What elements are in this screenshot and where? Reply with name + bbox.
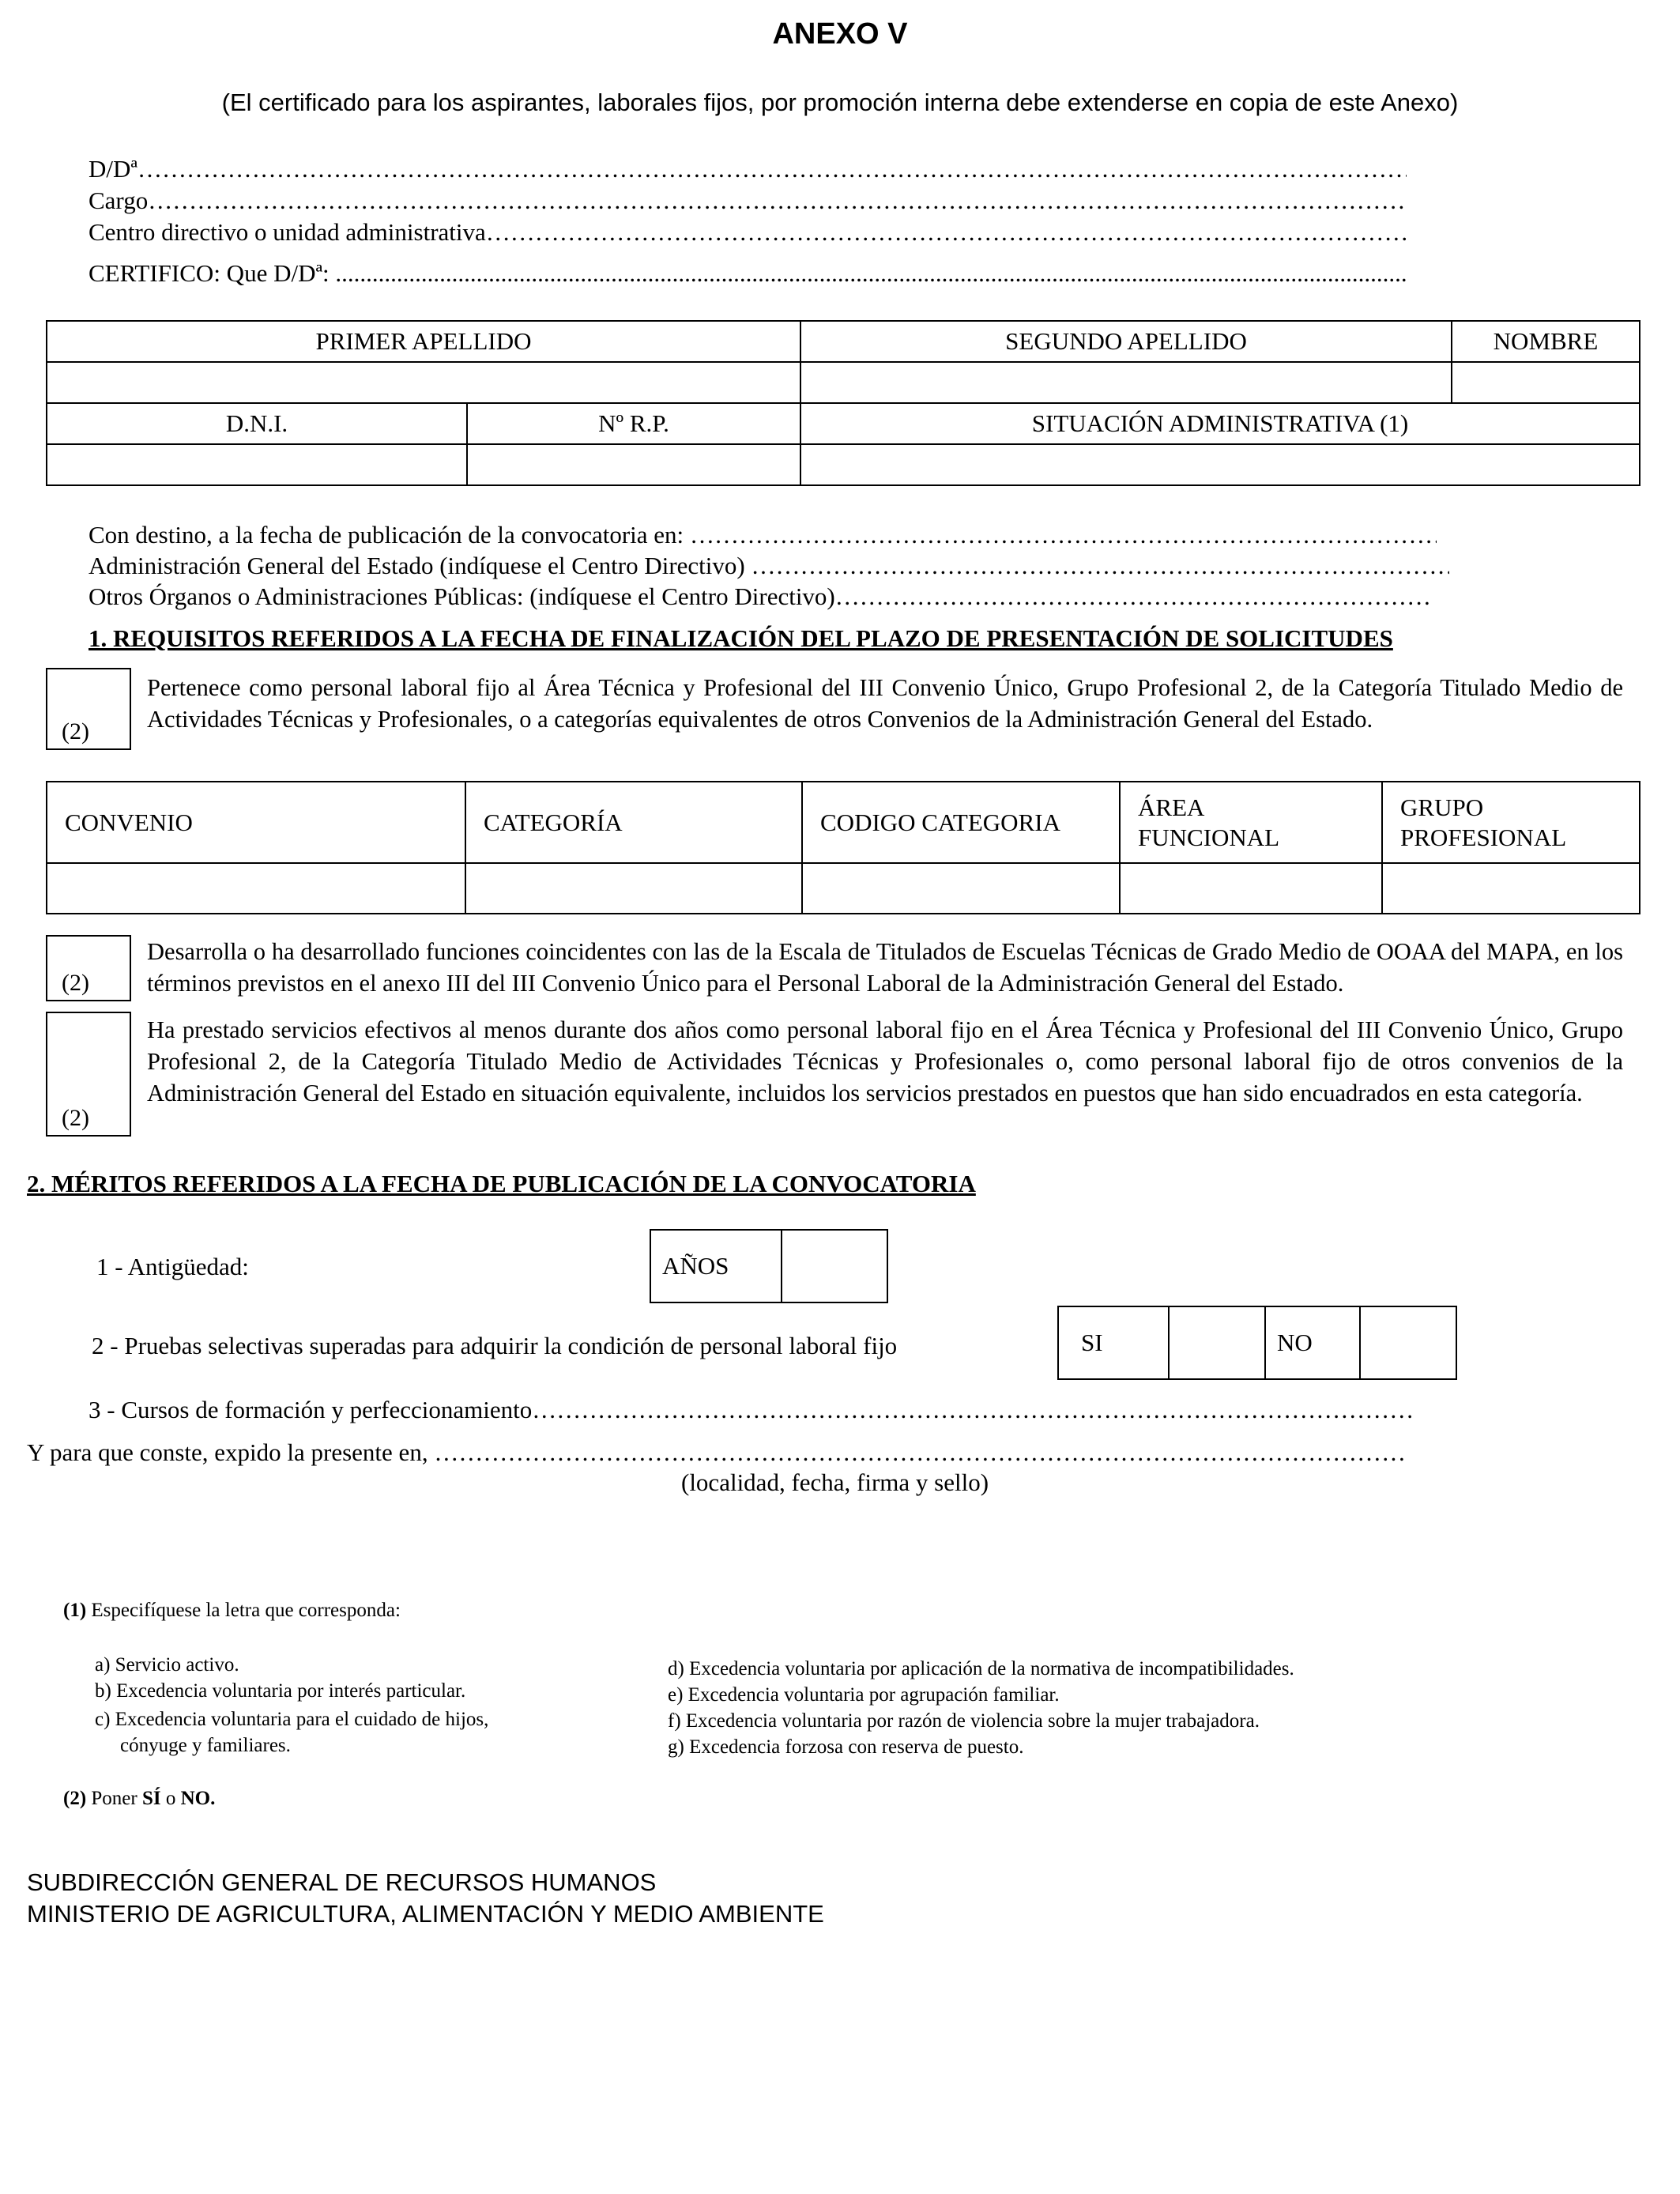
antiguedad-label: 1 - Antigüedad:: [96, 1253, 249, 1280]
age-centro-field[interactable]: Administración General del Estado (indíquese el Centro Directivo) …………………………………………………………………………………………………………………………………………………………………………………………………………………………………………: [89, 552, 1449, 580]
footer-subdireccion: SUBDIRECCIÓN GENERAL DE RECURSOS HUMANOS: [27, 1868, 657, 1896]
input-primer-apellido[interactable]: [47, 362, 800, 403]
no-label: NO: [1265, 1306, 1360, 1379]
page-title: ANEXO V: [772, 17, 908, 51]
section-2-heading: 2. MÉRITOS REFERIDOS A LA FECHA DE PUBLICACIÓN DE LA CONVOCATORIA: [27, 1170, 976, 1197]
centro-field[interactable]: Centro directivo o unidad administrativa …………………………………………………………………………………………………………………………………………………………………………………………………………………………………………: [89, 218, 1407, 247]
footnote-2: (2) Poner SÍ o NO.: [63, 1788, 216, 1809]
input-convenio[interactable]: [47, 863, 465, 914]
otros-organos-field[interactable]: Otros Órganos o Administraciones Públicas: (indíquese el Centro Directivo) …………………………………………………………………………………………………………………………………………………………………………………………………………………………………………: [89, 582, 1432, 611]
input-nrp[interactable]: [467, 444, 800, 485]
header-grupo-profesional: GRUPO PROFESIONAL: [1382, 782, 1640, 863]
anos-input[interactable]: [782, 1230, 887, 1302]
conste-field[interactable]: Y para que conste, expido la presente en, …………………………………………………………………………………………………………………………………………………………………………………………………………………………………………: [27, 1438, 1405, 1467]
input-codigo-categoria[interactable]: [802, 863, 1120, 914]
pruebas-box: [1057, 1306, 1457, 1380]
header-categoria: CATEGORÍA: [465, 782, 802, 863]
requisito-2-checkbox[interactable]: [46, 935, 131, 1001]
firma-label: (localidad, fecha, firma y sello): [681, 1468, 989, 1496]
requisito-1-text: Pertenece como personal laboral fijo al Área Técnica y Profesional del III Convenio Único, Grupo Profesional 2, de la Categoría Titulado Medio de Actividades Técnicas y Profesionales, o a categorías equivalentes de otros Convenios de la Administración General del Estado.: [147, 674, 1623, 733]
footnote-d: d) Excedencia voluntaria por aplicación de la normativa de incompatibilidades.: [668, 1658, 1294, 1679]
input-nombre[interactable]: [1452, 362, 1640, 403]
anos-label: AÑOS: [650, 1230, 782, 1302]
header-situacion: SITUACIÓN ADMINISTRATIVA (1): [800, 403, 1640, 444]
dd-field[interactable]: D/Dª …………………………………………………………………………………………………………………………………………………………………………………………………………………………………………: [89, 155, 1407, 183]
footnote-a: a) Servicio activo.: [95, 1654, 239, 1676]
footnote-e: e) Excedencia voluntaria por agrupación familiar.: [668, 1684, 1060, 1706]
footnote-f: f) Excedencia voluntaria por razón de violencia sobre la mujer trabajadora.: [668, 1710, 1260, 1732]
page-subtitle: (El certificado para los aspirantes, laborales fijos, por promoción interna debe extenderse en copia de este Anexo): [221, 89, 1459, 116]
destino-field[interactable]: Con destino, a la fecha de publicación de la convocatoria en: …………………………………………………………………………………………………………………………………………………………………………………………………………………………………………: [89, 521, 1437, 549]
si-input[interactable]: [1169, 1306, 1265, 1379]
antiguedad-box: [650, 1229, 888, 1303]
input-categoria[interactable]: [465, 863, 802, 914]
header-nrp: Nº R.P.: [467, 403, 800, 444]
personal-data-table: [46, 320, 1640, 486]
box-note: (2): [62, 718, 89, 745]
footnote-g: g) Excedencia forzosa con reserva de puesto.: [668, 1736, 1024, 1758]
cargo-field[interactable]: Cargo …………………………………………………………………………………………………………………………………………………………………………………………………………………………………………: [89, 187, 1407, 215]
cursos-field[interactable]: 3 - Cursos de formación y perfeccionamiento …………………………………………………………………………………………………………………………………………………………………………………………………………………………………………: [89, 1396, 1413, 1424]
header-segundo-apellido: SEGUNDO APELLIDO: [800, 321, 1452, 362]
box-note: (2): [62, 970, 89, 996]
input-situacion[interactable]: [800, 444, 1640, 485]
requisito-2-text: Desarrolla o ha desarrollado funciones coincidentes con las de la Escala de Titulados de Escuelas Técnicas de Grado Medio de OOAA del MAPA, en los términos previstos en el anexo III del III Convenio Único para el Personal Laboral de la Administración General del Estado.: [147, 938, 1623, 997]
no-input[interactable]: [1360, 1306, 1456, 1379]
convenio-table: [46, 781, 1640, 914]
input-grupo-profesional[interactable]: [1382, 863, 1640, 914]
footnote-1-heading: (1) Especifíquese la letra que corresponda:: [63, 1600, 401, 1621]
footnote-b: b) Excedencia voluntaria por interés particular.: [95, 1680, 466, 1702]
header-convenio: CONVENIO: [47, 782, 465, 863]
requisito-3-checkbox[interactable]: [46, 1012, 131, 1137]
header-nombre: NOMBRE: [1452, 321, 1640, 362]
input-area-funcional[interactable]: [1120, 863, 1382, 914]
input-segundo-apellido[interactable]: [800, 362, 1452, 403]
footer-ministerio: MINISTERIO DE AGRICULTURA, ALIMENTACIÓN Y MEDIO AMBIENTE: [27, 1900, 824, 1928]
certifico-field[interactable]: CERTIFICO: Que D/Dª: .....: [89, 259, 1407, 288]
header-area-funcional: ÁREA FUNCIONAL: [1120, 782, 1382, 863]
header-dni: D.N.I.: [47, 403, 467, 444]
box-note: (2): [62, 1105, 89, 1131]
section-1-heading: 1. REQUISITOS REFERIDOS A LA FECHA DE FINALIZACIÓN DEL PLAZO DE PRESENTACIÓN DE SOLICITUDES: [89, 624, 1393, 652]
header-primer-apellido: PRIMER APELLIDO: [47, 321, 800, 362]
requisito-1-checkbox[interactable]: [46, 668, 131, 750]
input-dni[interactable]: [47, 444, 467, 485]
footnote-c: c) Excedencia voluntaria para el cuidado de hijos, cónyuge y familiares.: [95, 1709, 489, 1756]
requisito-3-text: Ha prestado servicios efectivos al menos durante dos años como personal laboral fijo en el Área Técnica y Profesional del III Convenio Único, Grupo Profesional 2, de la Categoría Titulado Medio de Actividades Técnicas y Profesionales o, como personal laboral fijo de otros convenios de la Administración General del Estado en situación equivalente, incluidos los servicios prestados en puestos que han sido encuadrados en esta categoría.: [147, 1016, 1623, 1106]
pruebas-label: 2 - Pruebas selectivas superadas para adquirir la condición de personal laboral fijo: [92, 1332, 898, 1359]
si-label: SI: [1058, 1306, 1169, 1379]
header-codigo-categoria: CODIGO CATEGORIA: [802, 782, 1120, 863]
